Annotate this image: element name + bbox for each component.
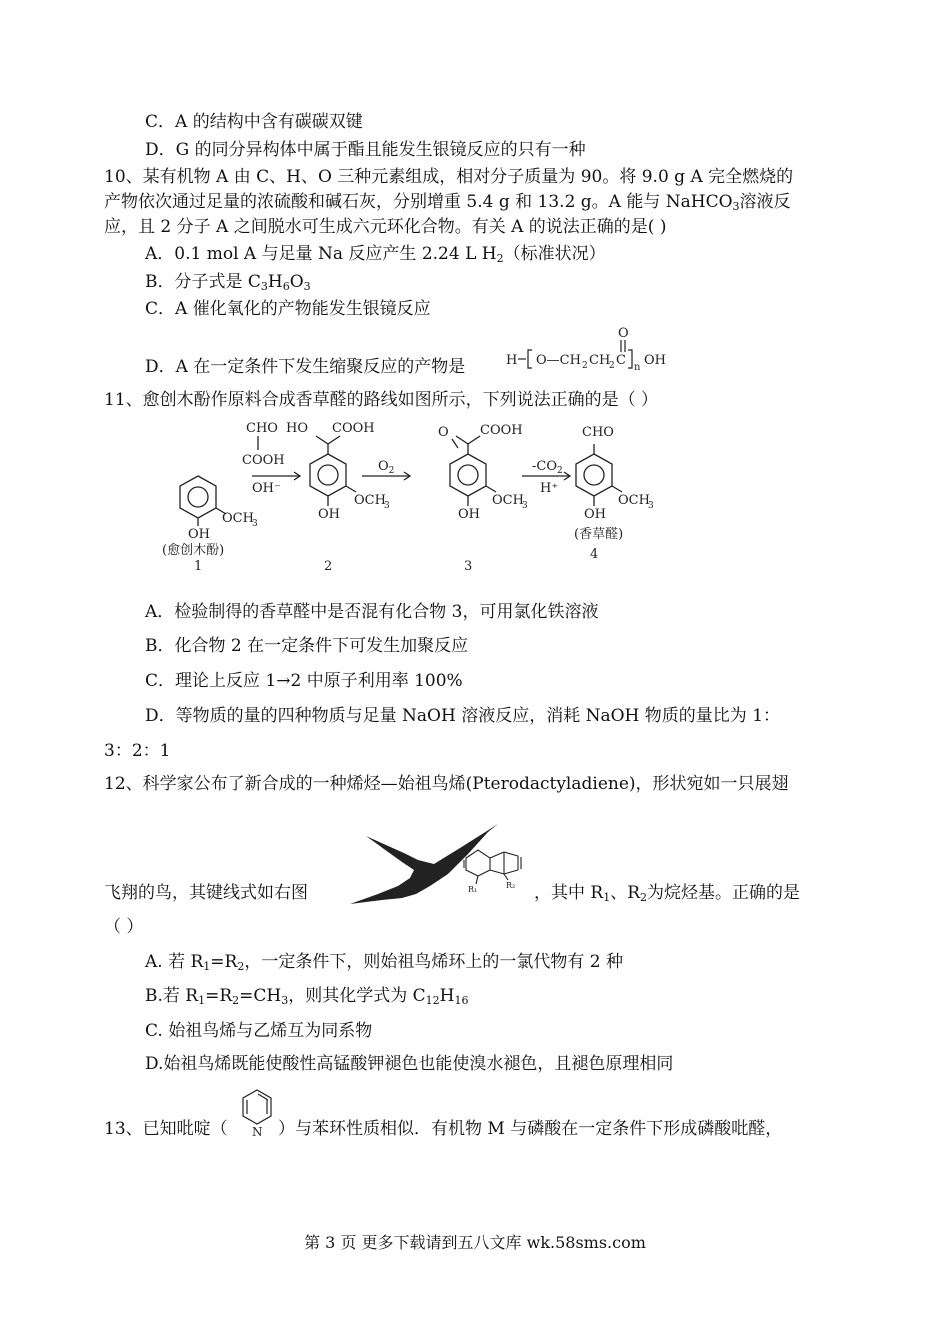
svg-text:HO: HO	[286, 421, 308, 436]
svg-text:COOH: COOH	[332, 421, 375, 436]
svg-text:OCH: OCH	[618, 493, 650, 508]
svg-text:OH: OH	[584, 507, 606, 522]
q10-stem-line2: 产物依次通过足量的浓硫酸和碱石灰，分别增重 5.4 g 和 13.2 g。A 能与 NaHCO$_3$溶液反	[104, 192, 791, 213]
q11-option-a: A．检验制得的香草醛中是否混有化合物 3，可用氯化铁溶液	[145, 602, 599, 622]
svg-text:COOH: COOH	[480, 423, 523, 438]
q12-stem-line2a: 飞翔的鸟，其键线式如右图	[104, 883, 308, 903]
svg-text:N: N	[252, 1125, 263, 1139]
svg-text:2: 2	[582, 361, 588, 371]
compound-number-3: 3	[464, 559, 473, 574]
svg-text:3: 3	[648, 501, 654, 511]
reagent-co2: $-CO_2$	[532, 459, 563, 476]
svg-text:CH: CH	[589, 353, 611, 368]
compound-number-2: 2	[324, 559, 333, 574]
svg-text:OH: OH	[318, 507, 340, 522]
compound-number-1: 1	[194, 559, 203, 574]
q9-option-c: C．A 的结构中含有碳碳双键	[145, 112, 363, 132]
svg-text:R₁: R₁	[468, 885, 478, 894]
q10-option-c: C．A 催化氧化的产物能发生银镜反应	[145, 299, 431, 319]
vanillin-synthesis-route-figure	[160, 414, 660, 574]
q10-stem-line1: 10、某有机物 A 由 C、H、O 三种元素组成，相对分子质量为 90。将 9.0 g A 完全燃烧的	[104, 167, 794, 187]
compound-1-name: (愈创木酚)	[162, 543, 225, 558]
svg-text:2: 2	[609, 361, 615, 371]
svg-text:O—CH: O—CH	[536, 353, 581, 368]
svg-text:C: C	[616, 353, 626, 368]
compound-4-name: (香草醛)	[574, 527, 624, 542]
q12-stem-line1: 12、科学家公布了新合成的一种烯烃—始祖鸟烯(Pterodactyladiene)，形状宛如一只展翅	[104, 774, 789, 794]
q12-stem-line3: （ ）	[104, 917, 144, 937]
svg-text:3: 3	[384, 501, 390, 511]
svg-text:OH: OH	[458, 507, 480, 522]
q9-option-d: D．G 的同分异构体中属于酯且能发生银镜反应的只有一种	[145, 140, 586, 160]
svg-text:CHO: CHO	[582, 425, 614, 440]
polymer-structure-figure	[502, 322, 692, 374]
pyridine-structure-icon	[238, 1084, 276, 1140]
q12-stem-line2b: ，其中 $R_1$、$R_2$为烷烃基。正确的是	[534, 883, 801, 904]
svg-text:OH: OH	[188, 527, 210, 542]
q12-option-b: B.若 $R_1=R_2=CH_3$，则其化学式为 $C_{12}H_{16}$	[145, 986, 469, 1007]
q11-option-c: C．理论上反应 1→2 中原子利用率 100%	[145, 671, 463, 691]
q10-option-b: B．分子式是 $C_3H_6O_3$	[145, 272, 311, 293]
q10-stem-line3: 应，且 2 分子 A 之间脱水可生成六元环化合物。有关 A 的说法正确的是( )	[104, 217, 667, 237]
reagent-cho: CHO	[246, 421, 278, 436]
svg-text:OCH: OCH	[354, 493, 386, 508]
reagent-cooh: COOH	[242, 453, 285, 468]
reagent-h: H⁺	[540, 481, 559, 496]
reagent-oh: OH⁻	[252, 481, 281, 496]
q12-option-c: C. 始祖鸟烯与乙烯互为同系物	[145, 1021, 373, 1041]
svg-text:O: O	[618, 326, 629, 341]
q12-option-a: A. 若 $R_1=R_2$，一定条件下，则始祖鸟烯环上的一氯代物有 2 种	[145, 952, 623, 973]
q10-option-d: D．A 在一定条件下发生缩聚反应的产物是	[145, 357, 466, 377]
q12-option-d: D.始祖鸟烯既能使酸性高锰酸钾褪色也能使溴水褪色，且褪色原理相同	[145, 1054, 674, 1074]
svg-text:O: O	[438, 425, 449, 440]
reagent-o2: $O_2$	[378, 459, 395, 476]
q11-option-d: D．等物质的量的四种物质与足量 NaOH 溶液反应，消耗 NaOH 物质的量比为 1：	[145, 706, 781, 726]
q11-stem: 11、愈创木酚作原料合成香草醛的路线如图所示，下列说法正确的是（ ）	[104, 390, 659, 410]
pterodactyladiene-figure	[348, 814, 533, 904]
svg-text:3: 3	[252, 519, 258, 529]
q10-option-a: A．0.1 mol A 与足量 Na 反应产生 2.24 L $H_2$（标准状况）	[145, 244, 606, 265]
page-footer: 第 3 页 更多下载请到五八文库 wk.58sms.com	[304, 1233, 646, 1252]
svg-text:OCH: OCH	[222, 511, 254, 526]
svg-text:3: 3	[522, 501, 528, 511]
svg-text:OCH: OCH	[492, 493, 524, 508]
svg-text:n: n	[634, 362, 641, 373]
q11-option-b: B．化合物 2 在一定条件下可发生加聚反应	[145, 636, 469, 656]
svg-text:H: H	[506, 353, 518, 368]
q11-option-d-continued: 3：2：1	[104, 741, 171, 761]
q13-stem-part1: 13、已知吡啶（	[104, 1119, 228, 1139]
q13-stem-part2: ）与苯环性质相似．有机物 M 与磷酸在一定条件下形成磷酸吡醛，	[278, 1119, 783, 1139]
compound-number-4: 4	[590, 547, 599, 562]
svg-text:OH: OH	[644, 353, 666, 368]
svg-text:R₂: R₂	[506, 881, 516, 890]
